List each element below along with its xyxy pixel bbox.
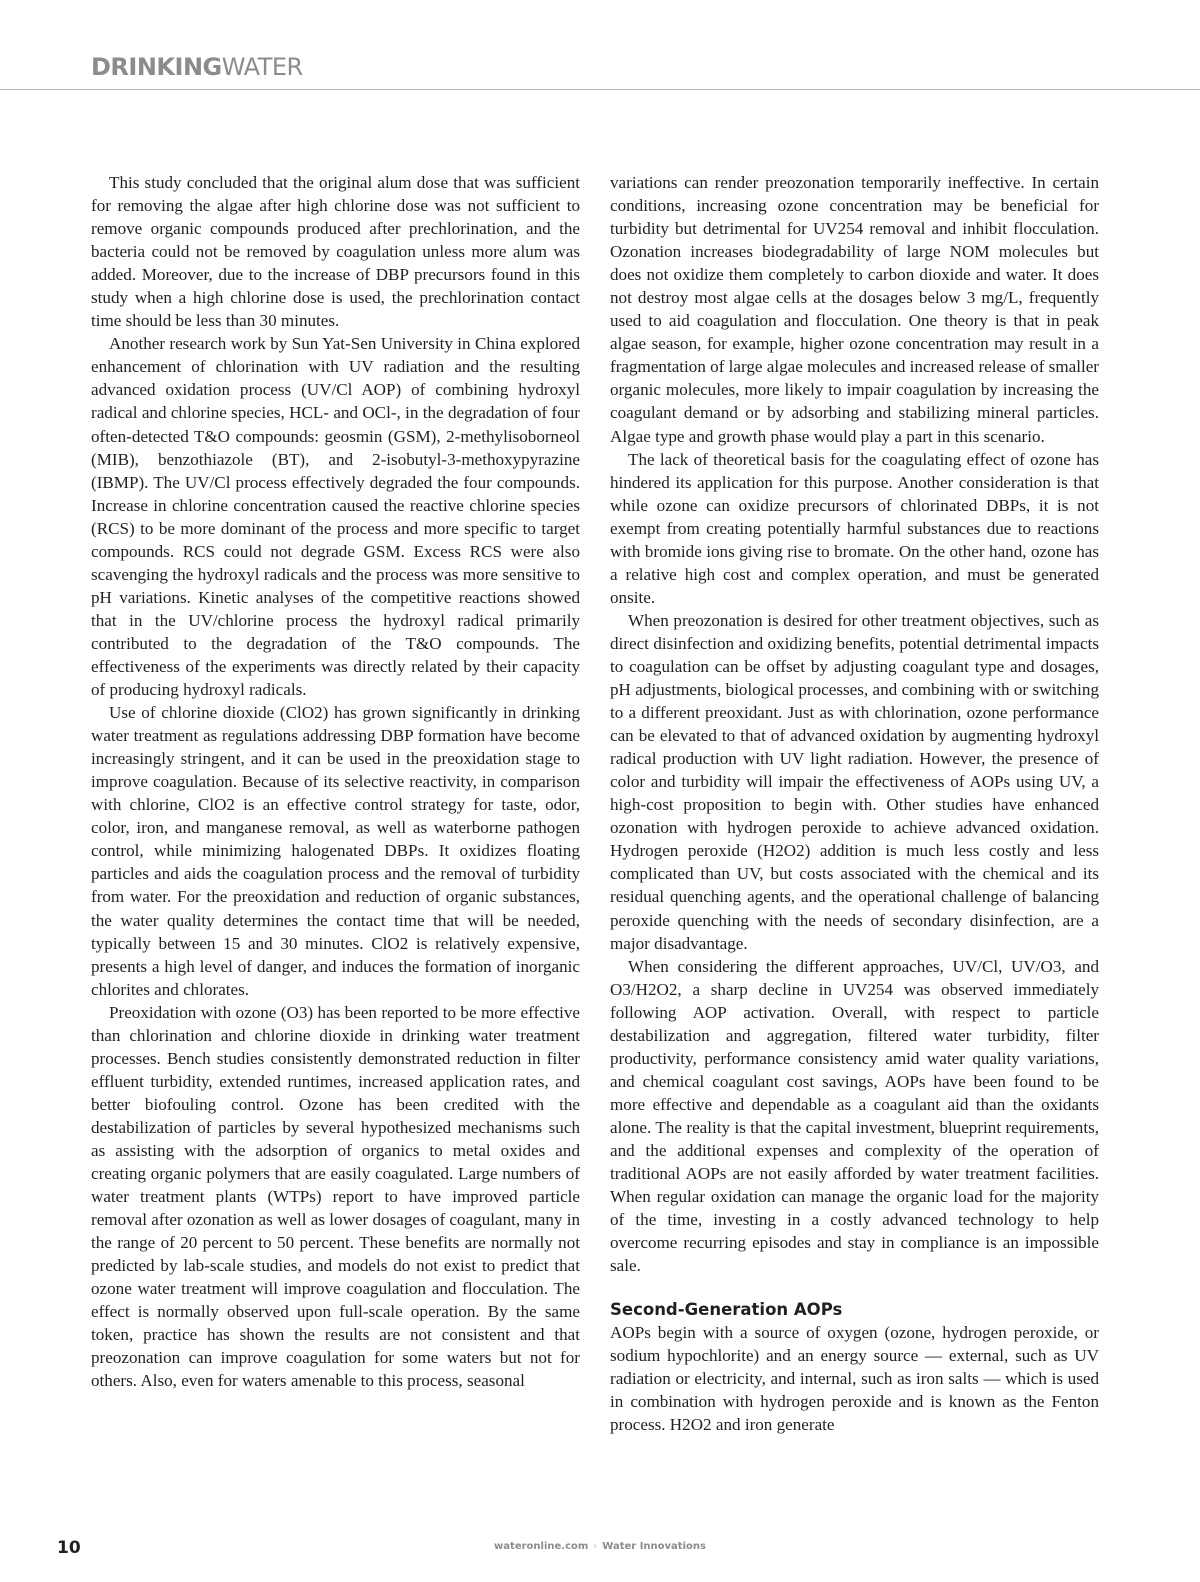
right-column (610, 171, 1099, 1436)
footer-credit (0, 1541, 1200, 1552)
page-number: 10 (57, 1538, 81, 1558)
footer-publication: Water Innovations (602, 1541, 706, 1552)
section-header (91, 55, 303, 79)
paragraph: variations can render preozonation temporarily ineffective. In certain conditions, increasing ozone concentration may be beneficial for turbidity but detrimental for UV254 removal and inhibit flocculation. Ozonation increases biodegradability of large NOM molecules but does not oxidize them completely to carbon dioxide and water. It does not destroy most algae cells at the dosages below 3 mg/L, frequently used to aid coagulation and flocculation. One theory is that in peak algae season, for example, higher ozone concentration may result in a fragmentation of large algae molecules and increased release of smaller organic molecules, more likely to impair coagulation by increasing the coagulant demand or by adsorbing and stabilizing mineral particles. Algae type and growth phase would play a part in this scenario. (610, 173, 1099, 446)
paragraph: Another research work by Sun Yat-Sen University in China explored enhancement of chlorination with UV radiation and the resulting advanced oxidation process (UV/Cl AOP) of combining hydroxyl radical and chlorine species, HCL- and OCl-, in the degradation of four often-detected T&O compounds: geosmin (GSM), 2-methylisoborneol (MIB), benzothiazole (BT), and 2-isobutyl-3-methoxypyrazine (IBMP). The UV/Cl process effectively degraded the four compounds. Increase in chlorine concentration caused the reactive chlorine species (RCS) to be more dominant of the process and more specific to target compounds. RCS could not degrade GSM. Excess RCS were also scavenging the hydroxyl radicals and the process was more sensitive to pH variations. Kinetic analyses of the competitive reactions showed that in the UV/chlorine process the hydroxyl radical primarily contributed to the degradation of the T&O compounds. The effectiveness of the experiments was directly related by their capacity of producing hydroxyl radicals. (91, 334, 580, 700)
paragraph: The lack of theoretical basis for the coagulating effect of ozone has hindered its application for this purpose. Another consideration is that while ozone can oxidize precursors of chlorinated DBPs, it is not exempt from creating potentially harmful substances due to reactions with bromide ions giving rise to bromate. On the other hand, ozone has a relative high cost and complex operation, and must be generated onsite. (610, 449, 1099, 607)
paragraph: This study concluded that the original alum dose that was sufficient for removing the algae after high chlorine dose was not sufficient to remove organic compounds produced after prechlorination, and the bacteria could not be removed by coagulation unless more alum was added. Moreover, due to the increase of DBP precursors found in this study when a high chlorine dose is used, the prechlorination contact time should be less than 30 minutes. (91, 173, 580, 331)
left-column (91, 171, 580, 1392)
footer-separator: › (593, 1541, 598, 1552)
paragraph: AOPs begin with a source of oxygen (ozone, hydrogen peroxide, or sodium hypochlorite) and an energy source — external, such as UV radiation or electricity, and internal, such as iron salts — which is used in combination with hydrogen peroxide and is known as the Fenton process. H2O2 and iron generate (610, 1323, 1099, 1435)
header-divider (0, 89, 1200, 90)
paragraph: When preozonation is desired for other treatment objectives, such as direct disinfection and oxidizing benefits, potential detrimental impacts to coagulation can be offset by adjusting coagulant type and dosages, pH adjustments, biological processes, and combining with or switching to a different preoxidant. Just as with chlorination, ozone performance can be elevated to that of advanced oxidation by augmenting hydroxyl radical production with UV light radiation. However, the presence of color and turbidity will impair the effectiveness of AOPs using UV, a high-cost proposition to begin with. Other studies have enhanced ozonation with hydrogen peroxide to achieve advanced oxidation. Hydrogen peroxide (H2O2) addition is much less costly and less complicated than UV, but costs associated with the chemical and its residual quenching agents, and the operational challenge of balancing peroxide quenching with the needs of secondary disinfection, are a major disadvantage. (610, 610, 1099, 953)
section-subheading: Second-Generation AOPs (610, 1300, 843, 1320)
footer-site: wateronline.com (494, 1541, 589, 1552)
paragraph: When considering the different approaches, UV/Cl, UV/O3, and O3/H2O2, a sharp decline in UV254 was observed immediately following AOP activation. Overall, with respect to particle destabilization and aggregation, filtered water turbidity, filter productivity, performance consistency amid water quality variations, and chemical coagulant cost savings, AOPs have been found to be more effective and dependable as a coagulant aid than the oxidants alone. The reality is that the capital investment, blueprint requirements, and the additional expenses and complexity of the operation of traditional AOPs are not easily afforded by water treatment facilities. When regular oxidation can manage the organic load for the majority of the time, investing in a costly advanced technology to help overcome recurring episodes and stay in compliance is an impossible sale. (610, 956, 1099, 1276)
section-header-bold: DRINKING (91, 53, 222, 81)
paragraph: Use of chlorine dioxide (ClO2) has grown significantly in drinking water treatment as regulations addressing DBP formation have become increasingly stringent, and it can be used in the preoxidation stage to improve coagulation. Because of its selective reactivity, in comparison with chlorine, ClO2 is an effective control strategy for taste, odor, color, iron, and manganese removal, as well as waterborne pathogen control, while minimizing halogenated DBPs. It oxidizes floating particles and aids the coagulation process and the removal of turbidity from water. For the preoxidation and reduction of organic substances, the water quality determines the contact time that will be needed, typically between 15 and 30 minutes. ClO2 is relatively expensive, presents a high level of danger, and induces the formation of inorganic chlorites and chlorates. (91, 703, 580, 999)
section-header-light: WATER (221, 53, 303, 81)
paragraph: Preoxidation with ozone (O3) has been reported to be more effective than chlorination and chlorine dioxide in drinking water treatment processes. Bench studies consistently demonstrated reduction in filter effluent turbidity, extended runtimes, increased application rates, and better biofouling control. Ozone has been credited with the destabilization of particles by several hypothesized mechanisms such as assisting with the adsorption of organics to metal oxides and creating organic polymers that are easily coagulated. Large numbers of water treatment plants (WTPs) report to have improved particle removal after ozonation as well as lower dosages of coagulant, many in the range of 20 percent to 50 percent. These benefits are normally not predicted by lab-scale studies, and models do not exist to predict that ozone water treatment will improve coagulation and flocculation. The effect is normally observed upon full-scale operation. By the same token, practice has shown the results are not consistent and that preozonation can improve coagulation for some waters but not for others. Also, even for waters amenable to this process, seasonal (91, 1002, 580, 1391)
